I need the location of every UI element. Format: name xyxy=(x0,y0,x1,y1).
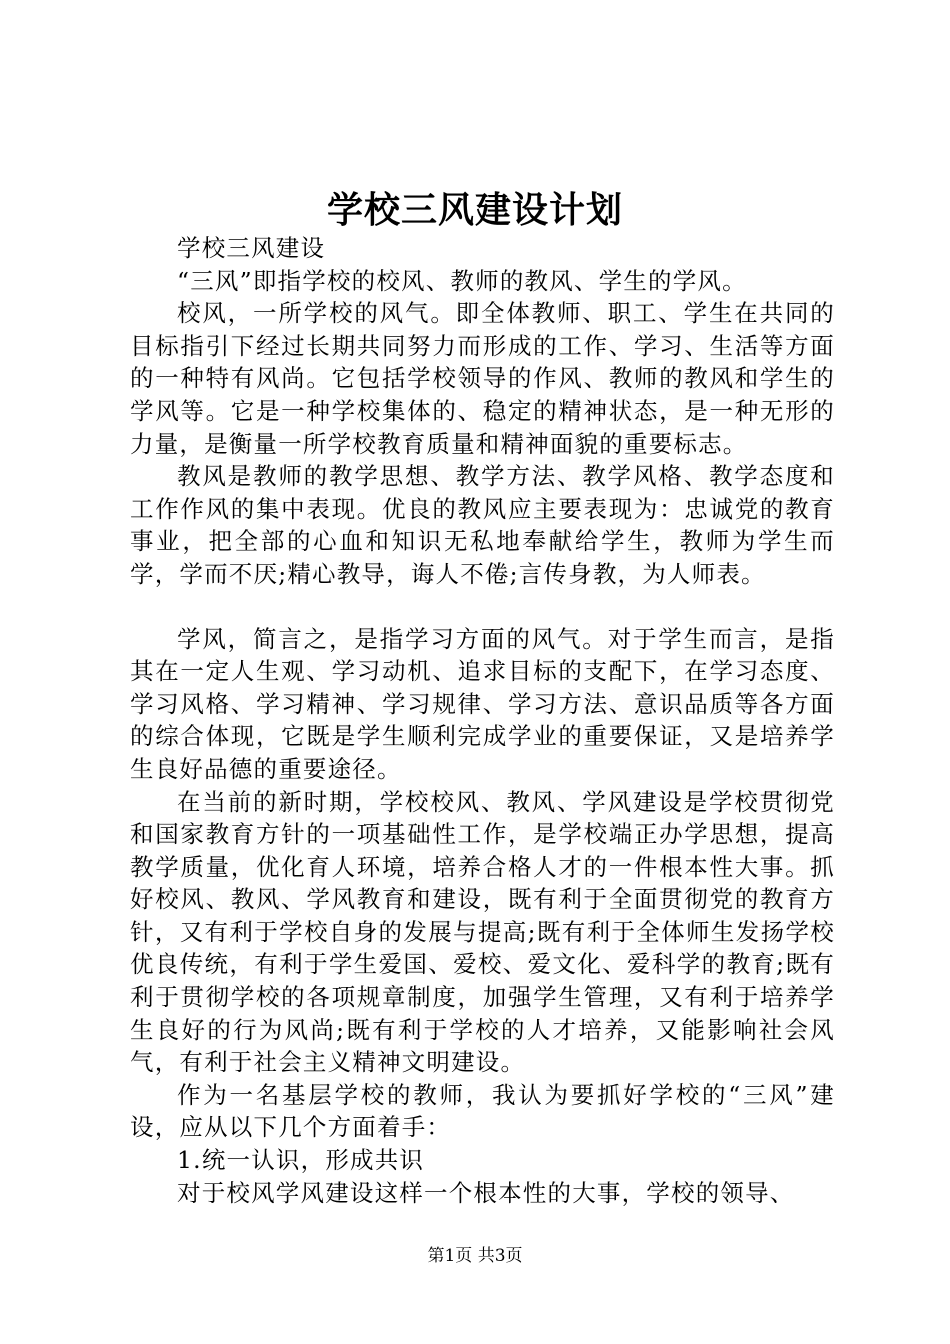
paragraph-heading: 学校三风建设 xyxy=(177,234,326,262)
paragraph-teaching-style: 教风是教师的教学思想、教学方法、教学风格、教学态度和工作作风的集中表现。优良的教风应主要表现为：忠诚党的教育事业，把全部的心血和知识无私地奉献给学生，教师为学生而学，学而不厌;精心教导，诲人不倦;言传身教，为人师表。 xyxy=(130,462,835,588)
document-body xyxy=(130,232,835,1209)
paragraph-school-spirit: 校风，一所学校的风气。即全体教师、职工、学生在共同的目标指引下经过长期共同努力而形成的工作、学习、生活等方面的一种特有风尚。它包括学校领导的作风、教师的教风和学生的学风等。它是一种学校集体的、稳定的精神状态，是一种无形的力量，是衡量一所学校教育质量和精神面貌的重要标志。 xyxy=(130,299,835,458)
paragraph-study-style: 学风，简言之，是指学习方面的风气。对于学生而言，是指其在一定人生观、学习动机、追求目标的支配下，在学习态度、学习风格、学习精神、学习规律、学习方法、意识品质等各方面的综合体现，它既是学生顺利完成学业的重要保证，又是培养学生良好品德的重要途径。 xyxy=(130,624,835,783)
paragraph-section-1-text: 对于校风学风建设这样一个根本性的大事，学校的领导、 xyxy=(177,1178,795,1207)
page-footer: 第1页 共3页 xyxy=(427,1246,523,1266)
paragraph-section-1-heading: 1.统一认识，形成共识 xyxy=(177,1146,425,1175)
paragraph-approach: 作为一名基层学校的教师，我认为要抓好学校的“三风”建设，应从以下几个方面着手： xyxy=(130,1080,835,1142)
paragraph-definition: “三风”即指学校的校风、教师的教风、学生的学风。 xyxy=(177,266,747,295)
paragraph-new-era: 在当前的新时期，学校校风、教风、学风建设是学校贯彻党和国家教育方针的一项基础性工作，是学校端正办学思想，提高教学质量，优化育人环境，培养合格人才的一件根本性大事。抓好校风、教风、学风教育和建设，既有利于全面贯彻党的教育方针，又有利于学校自身的发展与提高;既有利于全体师生发扬学校优良传统，有利于学生爱国、爱校、爱文化、爱科学的教育;既有利于贯彻学校的各项规章制度，加强学生管理，又有利于培养学生良好的行为风尚;既有利于学校的人才培养，又能影响社会风气，有利于社会主义精神文明建设。 xyxy=(130,787,835,1077)
document-title: 学校三风建设计划 xyxy=(326,189,623,231)
